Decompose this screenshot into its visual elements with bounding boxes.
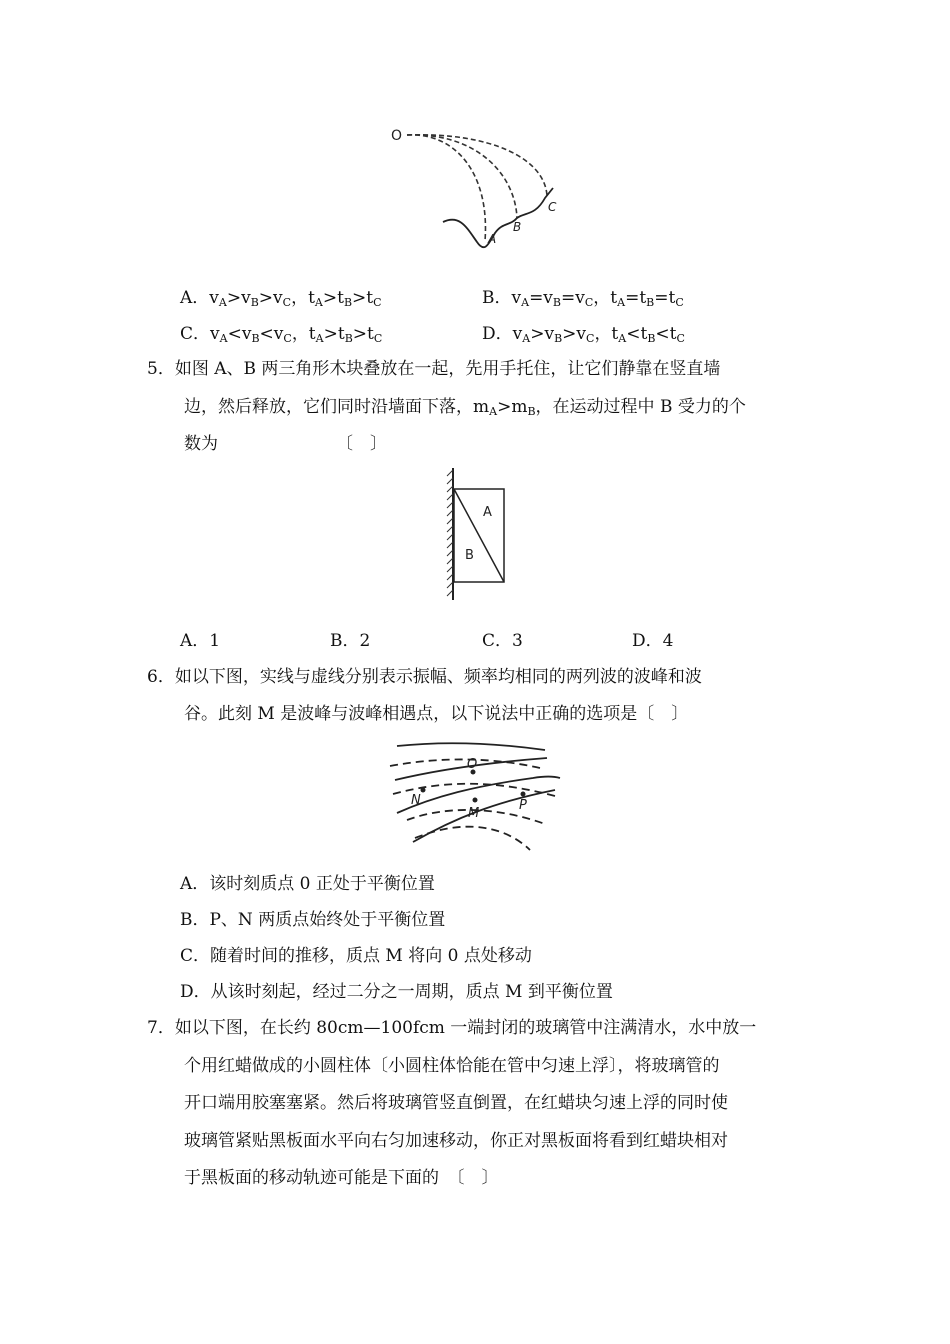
q4-option-c: C．$v_A<v_B<v_C$，$t_A>t_B>t_C$ [180, 324, 383, 345]
q7-line-5: 于黑板面的移动轨迹可能是下面的 〔 〕 [184, 1168, 499, 1188]
block-label-b: B [465, 548, 474, 563]
trajectory-c [407, 135, 547, 196]
block-label-a: A [483, 505, 492, 520]
q7-number: 7． [147, 1018, 175, 1038]
q5-line-2: 边，然后释放，它们同时沿墙面下落，$m_A>m_B$，在运动过程中 B 受力的个 [184, 397, 746, 418]
point-p-dot [521, 792, 526, 797]
q5-line-1: 5．如图 A、B 两三角形木块叠放在一起，先用手托住，让它们静靠在竖直墙 [147, 359, 721, 379]
wave-label-m: M [468, 806, 480, 821]
q5-option-d: D．4 [632, 631, 674, 651]
ground-curve [443, 188, 553, 247]
q5-answer-bracket: 〔 〕 [336, 434, 387, 454]
wave-label-n: N [411, 793, 421, 808]
q7-line-3: 开口端用胶塞塞紧。然后将玻璃管竖直倒置，在红蜡块匀速上浮的同时使 [184, 1093, 728, 1113]
q5-option-b: B．2 [330, 631, 371, 651]
figure-label-c: C [548, 200, 557, 214]
q4-option-a: A．$v_A>v_B>v_C$，$t_A>t_B>t_C$ [180, 288, 382, 309]
q6-line-2: 谷。此刻 M 是波峰与波峰相遇点，以下说法中正确的选项是〔 〕 [184, 704, 689, 724]
block-diagonal [454, 489, 504, 582]
q6-number: 6． [147, 667, 175, 687]
q5-option-c: C．3 [482, 631, 523, 651]
figure-trajectories [385, 118, 575, 262]
q6-option-d: D．从该时刻起，经过二分之一周期，质点 M 到平衡位置 [180, 982, 613, 1002]
q6-option-c: C．随着时间的推移，质点 M 将向 0 点处移动 [180, 946, 532, 966]
q7-line-4: 玻璃管紧贴黑板面水平向右匀加速移动，你正对黑板面将看到红蜡块相对 [184, 1131, 728, 1151]
trajectory-b [407, 135, 517, 218]
wave-label-p: P [519, 798, 527, 813]
figure-label-a: A [488, 232, 497, 246]
wave-label-o: O [467, 757, 478, 772]
figure-wave-interference [385, 738, 565, 860]
q4-option-d: D．$v_A>v_B>v_C$，$t_A<t_B<t_C$ [482, 324, 685, 345]
q6-option-a: A．该时刻质点 0 正处于平衡位置 [180, 874, 435, 894]
figure-blocks-wall [440, 466, 520, 610]
q6-line-1: 6．如以下图，实线与虚线分别表示振幅、频率均相同的两列波的波峰和波 [147, 667, 702, 687]
q7-line-1: 7．如以下图，在长约 80cm—100fcm 一端封闭的玻璃管中注满清水，水中放一 [147, 1018, 757, 1038]
point-m-dot [473, 798, 478, 803]
q5-line-3: 数为 [184, 434, 218, 454]
point-n-dot [421, 788, 426, 793]
q5-number: 5． [147, 359, 175, 379]
q7-line-2: 个用红蜡做成的小圆柱体〔小圆柱体恰能在管中匀速上浮〕，将玻璃管的 [184, 1056, 720, 1076]
trajectory-a [407, 135, 485, 241]
figure-label-b: B [513, 220, 522, 234]
figure-label-o: O [391, 128, 403, 144]
q4-option-b: B．$v_A=v_B=v_C$，$t_A=t_B=t_C$ [482, 288, 684, 309]
q6-option-b: B．P、N 两质点始终处于平衡位置 [180, 910, 446, 930]
q5-option-a: A．1 [180, 631, 221, 651]
